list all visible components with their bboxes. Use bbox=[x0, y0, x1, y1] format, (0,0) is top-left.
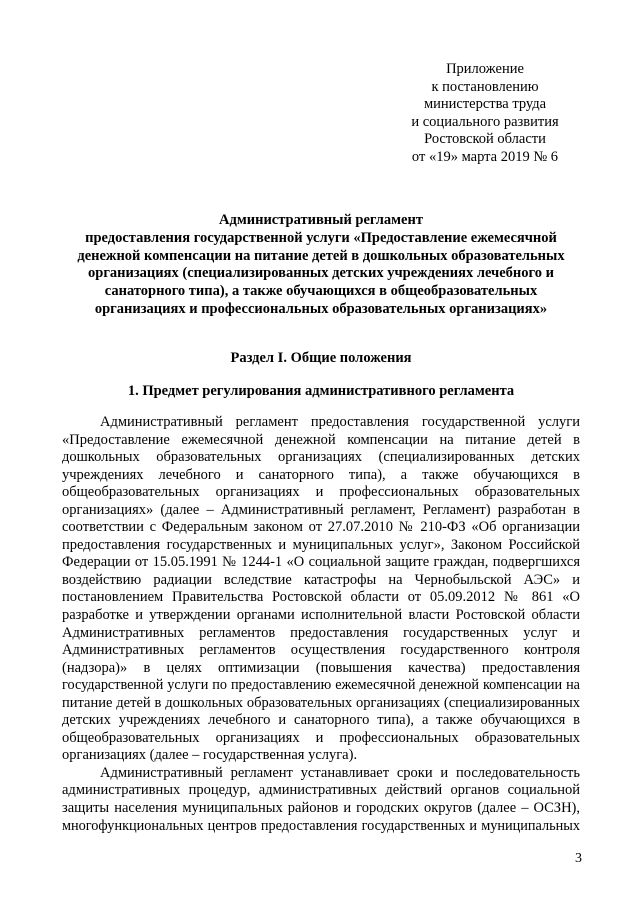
text-line: учреждениях лечебного и санаторного типа), а также обучающихся в bbox=[62, 466, 580, 483]
paragraph-2 bbox=[62, 765, 580, 835]
annex-line: от «19» марта 2019 № 6 bbox=[411, 148, 559, 165]
title-line: Административный регламент bbox=[219, 212, 423, 228]
text-line: Федерации от 15.05.1991 № 1244-1 «О социальной защите граждан, подвергшихся bbox=[62, 554, 580, 571]
text-line: общеобразовательных организациях и профессиональных образовательных bbox=[62, 484, 580, 501]
text-line: Административный регламент устанавливает сроки и последовательность bbox=[100, 764, 580, 781]
text-line: дошкольных образовательных организациях (специализированных детских bbox=[62, 449, 580, 466]
text-line: защиты населения муниципальных районов и городских округов (далее – ОСЗН), bbox=[62, 800, 580, 817]
text-line: постановлением Правительства Ростовской области от 05.09.2012 № 861 «О bbox=[62, 589, 580, 606]
paragraph-1 bbox=[62, 414, 580, 765]
annex-line: Ростовской области bbox=[424, 131, 546, 148]
text-line: Административных регламентов предоставления государственных услуг и bbox=[62, 624, 580, 641]
annex-line: министерства труда bbox=[423, 96, 547, 113]
text-line: детских учреждениях лечебного и санаторного типа), а также обучающихся в bbox=[62, 712, 580, 729]
text-line: воздействию радиации вследствие катастрофы на Чернобыльской АЭС» и bbox=[62, 571, 580, 588]
page-number: 3 bbox=[575, 851, 582, 866]
text-line: общеобразовательных организациях и профессиональных образовательных bbox=[62, 729, 580, 746]
title-line: организациях (специализированных детских учреждениях лечебного и bbox=[88, 265, 554, 282]
text-line: предоставления государственных и муниципальных услуг», Законом Российской bbox=[62, 536, 580, 553]
text-line: административных процедур, административных действий органов социальной bbox=[62, 782, 580, 799]
text-line: Административных регламентов осуществления государственного контроля bbox=[62, 642, 580, 659]
body-text bbox=[62, 414, 580, 835]
subsection-heading: 1. Предмет регулирования административного регламента bbox=[127, 383, 515, 399]
annex-line: к постановлению bbox=[431, 78, 539, 95]
title-line: санаторного типа), а также обучающихся в общеобразовательных bbox=[104, 283, 538, 300]
text-line: питание детей в дошкольных образовательных организациях (специализированных bbox=[62, 694, 580, 711]
text-line: Административный регламент предоставления государственной услуги bbox=[100, 414, 580, 430]
document-title bbox=[62, 212, 580, 319]
text-line: «Предоставление ежемесячной денежной компенсации на питание детей в bbox=[62, 431, 580, 448]
text-line: организациях (далее – государственная услуга). bbox=[62, 747, 358, 764]
section-heading: Раздел I. Общие положения bbox=[230, 350, 412, 366]
annex-line: Приложение bbox=[446, 61, 524, 77]
annex-line: и социального развития bbox=[411, 113, 559, 130]
text-line: организациях» (далее – Административный регламент, Регламент) разработан в bbox=[62, 501, 580, 518]
text-line: разработке и утверждении органами исполнительной власти Ростовской области bbox=[62, 607, 580, 624]
text-line: государственной услуги по предоставлению ежемесячной денежной компенсации на bbox=[62, 677, 580, 694]
title-line: предоставления государственной услуги «Предоставление ежемесячной bbox=[85, 229, 557, 246]
text-line: (надзора)» в целях оптимизации (повышения качества) предоставления bbox=[62, 659, 580, 676]
title-line: организациях и профессиональных образовательных организациях» bbox=[94, 300, 548, 317]
annex-block bbox=[405, 61, 565, 167]
text-line: соответствии с Федеральным законом от 27.07.2010 № 210-ФЗ «Об организации bbox=[62, 519, 580, 536]
text-line: многофункциональных центров предоставления государственных и муниципальных bbox=[62, 817, 580, 834]
title-line: денежной компенсации на питание детей в дошкольных образовательных bbox=[77, 247, 565, 264]
